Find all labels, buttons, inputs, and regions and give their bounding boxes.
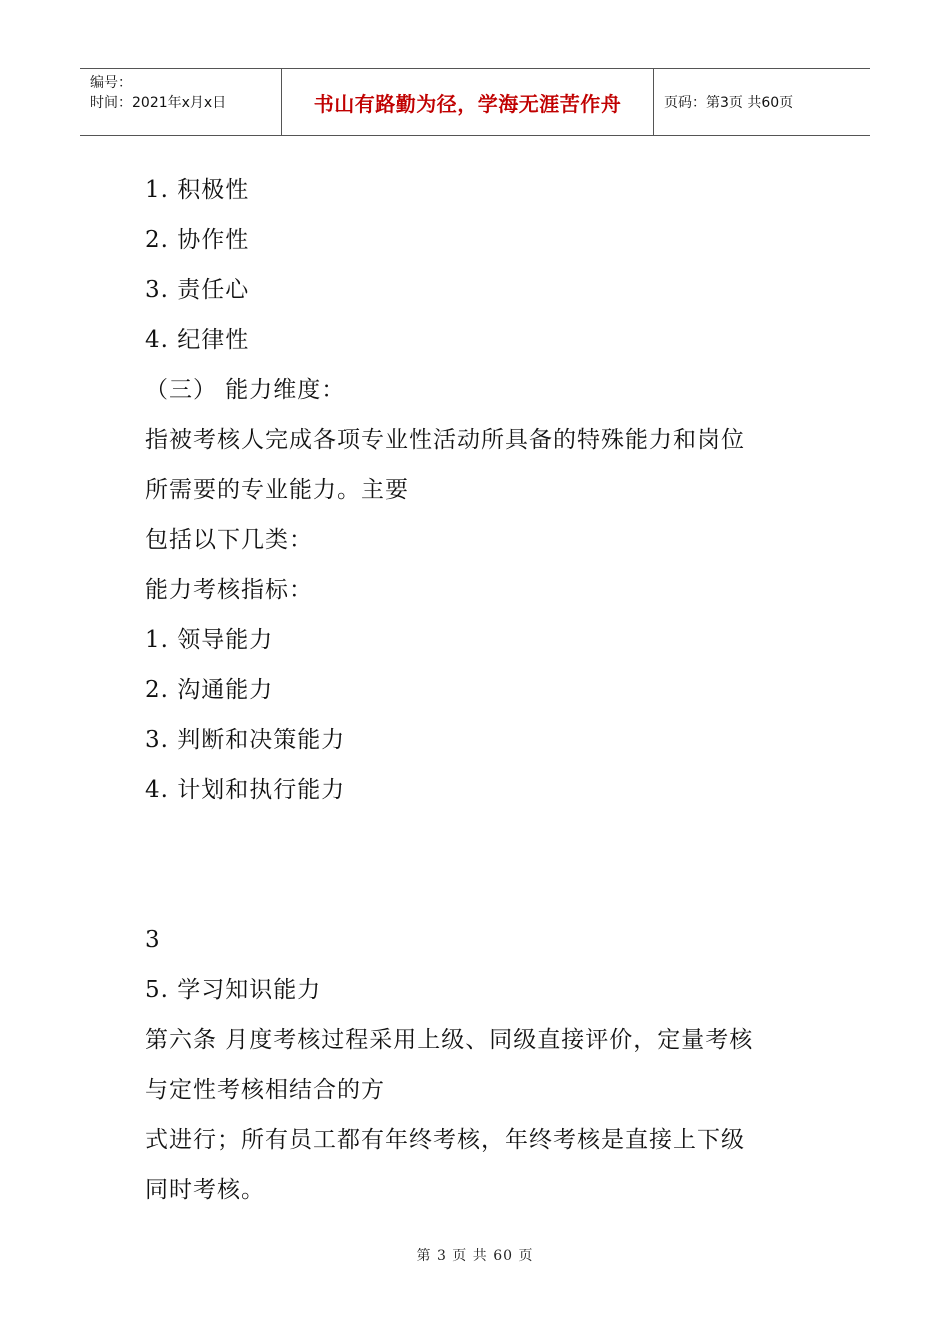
paragraph-line: 所需要的专业能力。主要 — [145, 477, 409, 503]
header-meta — [80, 69, 281, 135]
paragraph-line: 包括以下几类： — [145, 527, 313, 553]
document-body — [145, 165, 825, 1215]
page-header — [80, 68, 870, 136]
article-six-line: 同时考核。 — [145, 1177, 265, 1203]
list-item-judgment: 3. 判断和决策能力 — [145, 727, 346, 753]
section-heading-ability: （三） 能力维度： — [145, 377, 346, 403]
list-item-enthusiasm: 1. 积极性 — [145, 177, 250, 203]
article-six-line: 与定性考核相结合的方 — [145, 1077, 385, 1103]
header-page-info: 页码：第3页 共60页 — [664, 95, 794, 111]
paragraph-line: 指被考核人完成各项专业性活动所具备的特殊能力和岗位 — [145, 427, 745, 453]
list-item-responsibility: 3. 责任心 — [145, 277, 250, 303]
list-item-communication: 2. 沟通能力 — [145, 677, 274, 703]
list-item-cooperation: 2. 协作性 — [145, 227, 250, 253]
document-number-label: 编号： — [90, 75, 132, 91]
list-item-planning: 4. 计划和执行能力 — [145, 777, 346, 803]
list-item-discipline: 4. 纪律性 — [145, 327, 250, 353]
list-item-learning: 5. 学习知识能力 — [145, 977, 322, 1003]
article-six-line: 第六条 月度考核过程采用上级、同级直接评价，定量考核 — [145, 1027, 754, 1053]
page-footer: 第 3 页 共 60 页 — [416, 1248, 534, 1264]
page-marker: 3 — [145, 927, 161, 953]
document-date: 时间：2021年x月x日 — [90, 95, 227, 111]
ability-indicators-heading: 能力考核指标： — [145, 577, 313, 603]
page-gap — [145, 815, 825, 915]
article-six-line: 式进行；所有员工都有年终考核，年终考核是直接上下级 — [145, 1127, 745, 1153]
list-item-leadership: 1. 领导能力 — [145, 627, 274, 653]
header-motto: 书山有路勤为径，学海无涯苦作舟 — [281, 69, 654, 135]
